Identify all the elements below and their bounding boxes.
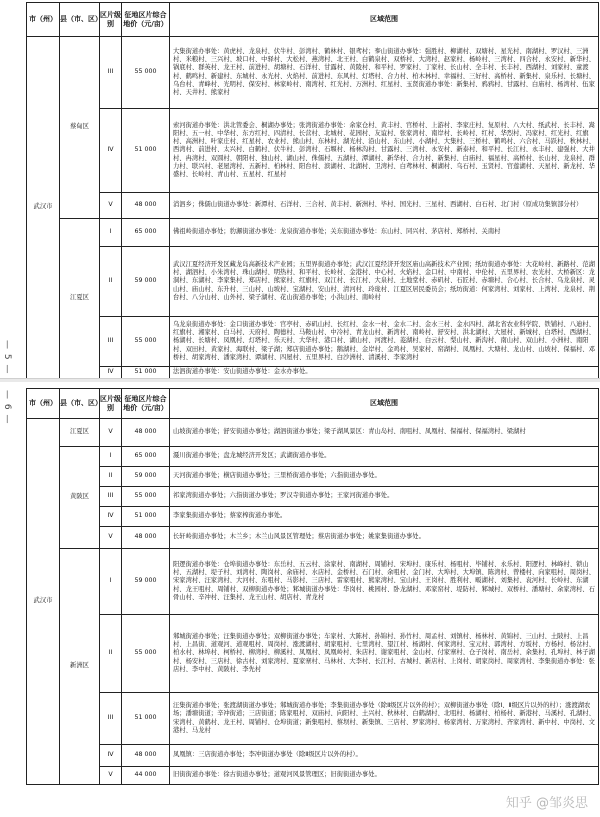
level-cell: II bbox=[100, 467, 122, 487]
city-cell: 武汉市 bbox=[27, 419, 60, 785]
range-cell: 大集街道办事处：黄虎村、龙泉村、伏牛村、彭湾村、鹤林村、银鸢村；奓山街道办事处：强胜村、柳湖村、双塘村、星光村、南湖村、罗汉村、三洲村、米粮村、三兴村、坡口村、中驿村、大松村、燕湾村、北王村、白鹤泉村、双桥村、大湾村、赵家村、杨岭村、三湾村、四合村、永安村、新华村、锅底村、群英村、龙王村、前进村、胡塘村、石洋村、甘露村、黄陵村、和平村、罗家村、丁家村、长山村、全丰村、长丰村、西湖村、刘家村、童渡村、鹤鸣村、新建村、东城村、永光村、火焰村、前进村、东风村、灯塔村、合力村、柏木林村、幸福村、三好村、高桥村、新集村、泉乐村、长塘村、乌台村、青峰村、光明村、保安村、林家岭村、南湾村、红光村、万洲村、红星村、玉贤街道办事处：新集村、鸦鸦村、甘露村、白庙村、杨湾村、伍家村、天井村、熊家村 bbox=[170, 37, 599, 109]
header-price: 征地区片综合地价（元/亩） bbox=[122, 389, 170, 419]
level-cell: V bbox=[100, 193, 122, 219]
table-row bbox=[27, 549, 599, 615]
table-row bbox=[27, 487, 599, 507]
table-row bbox=[27, 247, 599, 317]
price-cell: 48 000 bbox=[122, 419, 170, 447]
price-cell: 59 000 bbox=[122, 549, 170, 615]
level-cell: I bbox=[100, 447, 122, 467]
level-cell: II bbox=[100, 615, 122, 693]
county-cell: 新洲区 bbox=[60, 549, 100, 785]
price-cell: 48 000 bbox=[122, 745, 170, 767]
table-row bbox=[27, 367, 599, 379]
price-cell: 44 000 bbox=[122, 767, 170, 785]
range-cell: 山坡街道办事处；舒安街道办事处；湖泗街道办事处；梁子湖风景区：青山岛村、南咀村、凤凰村、保福村、保福湾村、梁湖村 bbox=[170, 419, 599, 447]
level-cell: III bbox=[100, 317, 122, 367]
range-cell: 乌龙泉街道办事处：金口街道办事处：官亭村、赤矶山村、长红村、金水一村、金水二村、金水三村、金水四村、湖北省农业科学院、铁铺村、八迪村、红旗村、湘家村、白马村、天府村、陶德村、马鞍山村、中冷村、青龙山村、新湾村、南岭村、舒安村、洪北湖村、大屋村、新城村、白塔村、西湖村、杨湖村、长塘村、凤凰村、灯塔村、乐天村、大华村、港口村、湖山村、河渡村、菱湖村、白云村、梨山村、新沟村、南山村、双山村、小洲村、南阳村、双田村、黄家村、海联村、梁子湖；郑店街道办事处；鹅湖村、金岸村、金鸡村、吴家村、窑湖村、凤凰村、大塘村、龙山村、山坡村、保福村、邓桥村、胡家湾村、潘家湾村、谭湖村、四屋村、五里界村、白沙洲村、清溪村、李家湾村 bbox=[170, 317, 599, 367]
document-page-2 bbox=[0, 382, 600, 817]
table-row bbox=[27, 317, 599, 367]
range-cell: 滠川街道办事处；盘龙城经济开发区；武湖街道办事处。 bbox=[170, 447, 599, 467]
page-number-2: — 6 — bbox=[2, 390, 12, 425]
range-cell: 长轩岭街道办事处；木兰乡；木兰山风景区管理处；蔡店街道办事处；姚家集街道办事处。 bbox=[170, 527, 599, 549]
price-cell: 51 000 bbox=[122, 507, 170, 527]
level-cell: III bbox=[100, 487, 122, 507]
table-row bbox=[27, 447, 599, 467]
table-row bbox=[27, 467, 599, 487]
level-cell: IV bbox=[100, 109, 122, 193]
level-cell: IV bbox=[100, 745, 122, 767]
city-cell: 武汉市 bbox=[27, 37, 60, 379]
price-cell: 55 000 bbox=[122, 487, 170, 507]
range-cell: 佛祖岭街道办事处；豹澥街道办事处：龙泉街道办事处；关东街道办事处：东山村、同兴村、茅店村、郑桥村、关南村 bbox=[170, 219, 599, 247]
county-cell: 江夏区 bbox=[60, 419, 100, 447]
price-cell: 48 000 bbox=[122, 193, 170, 219]
price-cell: 55 000 bbox=[122, 615, 170, 693]
price-cell: 59 000 bbox=[122, 247, 170, 317]
county-cell: 江夏区 bbox=[60, 219, 100, 379]
table-row bbox=[27, 419, 599, 447]
level-cell: III bbox=[100, 693, 122, 745]
table-row bbox=[27, 527, 599, 549]
range-cell: 旧街街道办事处：徐古街道办事处；道观河风景管理区；旧街街道办事处。 bbox=[170, 767, 599, 785]
range-cell: 祁家湾街道办事处；六指街道办事处；罗汉寺街道办事处；王家河街道办事处。 bbox=[170, 487, 599, 507]
price-cell: 65 000 bbox=[122, 447, 170, 467]
page-number-1: — 5 — bbox=[2, 340, 12, 375]
header-level: 区片级别 bbox=[100, 389, 122, 419]
range-cell: 消泗乡；侏儒山街道办事处：新潭村、石洋村、三合村、黄丰村、新洲村、毕村、国光村、三星村、西湖村、白石村、北门村（原成功集镇部分村） bbox=[170, 193, 599, 219]
watermark-text: 知乎 @邹炎思 bbox=[505, 796, 588, 811]
price-cell: 55 000 bbox=[122, 317, 170, 367]
price-cell: 48 000 bbox=[122, 527, 170, 549]
range-cell: 索河街道办事处：洪北管委会、桐湖办事处；张湾街道办事处：余家仓村、黄丰村、官桥村、上游村、李家庄村、复原村、八大村、纸武村、长丰村、嵩阳村、五一村、中华村、东方红村、四清村、长营村、北城村、花园村、友谊村、张家湾村、南岸村、长岭村、红村、华烈村、冯家村、红光村、红旗村、高洲村、叶家庄村、红星村、农业村、熊山村、东林村、湖光村、沿山村、东山村、小湖村、大集村、三桥村、鹤鸣村、六合村、马跃村、秋林村、西湾村、前进村、太兴村、白鹤村、伏牛村、彭湾村、石堰村、杨林沟村、甘露村、三湾村、永安村、新泰村、和平村、长江村、永丰村、建强村、大井村、冉湾村、双圆村、朝阳村、独山村、湖山村、侏儒村、五湖村、潭湖村、新华村、合力村、新集村、白庙村、福星村、高桥村、长山村、龙泉村、群力村、联兴村、老屋湾村、五新村、柏林村、阳台村、滨湖村、北湖村、卫湾村、白鸢林村、桐湖村、乌石村、玉贤村、官莲湖村、天星村、新龙村、华盛村、长岭村、青山村、五星村、红星村 bbox=[170, 109, 599, 193]
price-cell: 55 000 bbox=[122, 37, 170, 109]
document-page-1 bbox=[0, 0, 600, 380]
table-row bbox=[27, 767, 599, 785]
header-price: 征地区片综合地价（元/亩） bbox=[122, 3, 170, 37]
price-cell: 65 000 bbox=[122, 219, 170, 247]
level-cell: IV bbox=[100, 367, 122, 379]
range-cell: 汪集街道办事处；张渡湖街道办事处；邾城街道办事处；李集街道办事处（除Ⅱ级区片以外的村）；双柳街道办事处（除Ⅰ、Ⅱ级区片以外的村）；涨渡湖农场；潘塘街道；辛冲街道；三店街道；陈家咀村、双庙村、向阳村、土兴村、秋林村、白鹤湖村、北咀村、杨湖村、柏杨村、新港村、马溪村、孔湖村、宋湾村、黄鹤村、龙王村、周铺村、仓埠街道；新集咀村、蔡坝村、新集镇、三店村、罗家湾村、杨家湾村、万家湾村、齐家湾村、新中村、中岗村、文港村、马龙村 bbox=[170, 693, 599, 745]
table-row bbox=[27, 507, 599, 527]
price-cell: 51 000 bbox=[122, 693, 170, 745]
county-cell: 黄陂区 bbox=[60, 447, 100, 549]
header-county: 县（市、区） bbox=[60, 389, 100, 419]
level-cell: V bbox=[100, 767, 122, 785]
county-cell: 蔡甸区 bbox=[60, 37, 100, 219]
table-row bbox=[27, 109, 599, 193]
range-cell: 李家集街道办事处；蔡家榨街道办事处。 bbox=[170, 507, 599, 527]
price-cell: 51 000 bbox=[122, 109, 170, 193]
land-price-table-page2 bbox=[26, 388, 599, 785]
table-row bbox=[27, 37, 599, 109]
header-level: 区片级别 bbox=[100, 3, 122, 37]
header-range: 区域范围 bbox=[170, 3, 599, 37]
header-range: 区域范围 bbox=[170, 389, 599, 419]
header-city: 市（州） bbox=[27, 389, 60, 419]
range-cell: 邾城街道办事处；汪集街道办事处；双柳街道办事处；车家村、大陈村、孙锦村、孙竹村、周孟村、刘镇村、杨林村、黄锦村、三山村、土陂村、上昌村、上昌街、道观河、道观咀村、周岗村、涨渡湖村、胡家咀村、七里湾村、望江村、杨湖村、何家湾村、宝元村、郭湾村、方坂村、方杨村、杨岔村、柏水村、林埠村、柯桥村、柳湾村、柳溪村、凤凰村、凤凰岭村、朱店村、谢家咀村、金山村、付家寨村、仓子岗村、南岳村、余集村、孔埠村、林子湖村、杨安村、三店村、徐古村、刘家湾村、夏家寨村、马林村、大李村、长江村、古城村、新店村、上岗村、胡家岗村、周家湾村、李集街道办事处：张店村、李中村、黄陂村、李先村 bbox=[170, 615, 599, 693]
level-cell: III bbox=[100, 37, 122, 109]
range-cell: 武汉江夏经济开发区藏龙岛高新技术产业园；五里界街道办事处；武汉江夏经济开发区庙山高新技术产业园；纸坊街道办事处：大花岭村、新路村、范湖村、湖泗村、小朱湾村、珠山湖村、明热村、和平村、长岭村、金港村、中心村、火焰村、金口村、中南村、中伦村、五里界村、农光村、大桥新区：龙洞村、东湖村、李家集村、郑店村、熊家村、红旗村、双江村、长江村、大泉村、土地堂村、赤矶村、石匠村、赤塘村、合心村、长合村、乌龙泉村、灵山村、庙山村、东升村、三山村、山坡村、宝湖村、安山村、清河村、玲珑村、江夏区居民委员会；纸坊街道：何家湾村、刘家村、上湾村、龙泉村、荆台村、八分山村、山外村、梁子湖村、花山街道办事处；小洪山村、南岭村 bbox=[170, 247, 599, 317]
table-row bbox=[27, 219, 599, 247]
range-cell: 凤凰镇：三店街道办事处；李冲街道办事处（除Ⅱ级区片以外的村）。 bbox=[170, 745, 599, 767]
range-cell: 天河街道办事处；横店街道办事处；三里桥街道办事处；六指街道办事处。 bbox=[170, 467, 599, 487]
range-cell: 法泗街道办事处：安山街道办事处：金水办事处。 bbox=[170, 367, 599, 379]
level-cell: V bbox=[100, 419, 122, 447]
land-price-table-page1 bbox=[26, 2, 599, 379]
price-cell: 51 000 bbox=[122, 367, 170, 379]
header-city: 市（州） bbox=[27, 3, 60, 37]
table-header-row bbox=[27, 3, 599, 37]
range-cell: 阳逻街道办事处：仓埠街道办事处：东岳村、五云村、涂家村、南湖村、周铺村、宋埠村、康乐村、杨咀村、毕铺村、永乐村、阳逻村、林峰村、锁山村、五湖村、堤子村、刘湾村、陶岗村、余庙村、水店村、金桥村、石门村、余咀村、金门村、大埠村、大埠镇、陈湾村、曾楼村、向家咀村、周岗村、宋家湾村、汪家湾村、大河村、东咀村、马影村、三店村、雷家咀村、熊家湾村、宝山村、王岗村、胜利村、畈湖村、刘集村、袁河村、长岭村、东湖村、龙王咀村、周铺村、双柳街道办事处；邾城街道办事处：华岗村、桃园村、卧龙湖村、邓家窑村、堤防村、邾城村、双桥村、潘塘村、余家湾村、石骨山村、辛冲村、汪集村、龙王山村、胡店村、青龙村 bbox=[170, 549, 599, 615]
level-cell: I bbox=[100, 549, 122, 615]
level-cell: I bbox=[100, 219, 122, 247]
header-county: 县（市、区） bbox=[60, 3, 100, 37]
table-row bbox=[27, 693, 599, 745]
level-cell: IV bbox=[100, 507, 122, 527]
table-row bbox=[27, 615, 599, 693]
price-cell: 59 000 bbox=[122, 467, 170, 487]
table-row bbox=[27, 193, 599, 219]
level-cell: II bbox=[100, 247, 122, 317]
table-row bbox=[27, 745, 599, 767]
table-header-row bbox=[27, 389, 599, 419]
level-cell: V bbox=[100, 527, 122, 549]
